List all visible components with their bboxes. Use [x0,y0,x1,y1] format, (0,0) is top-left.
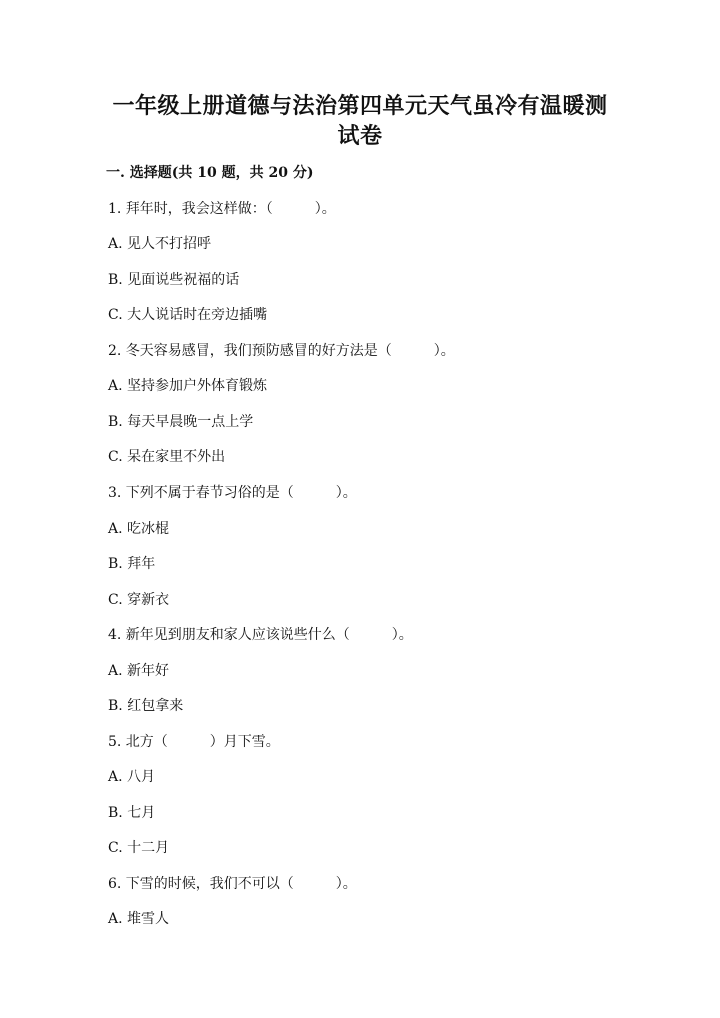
answer-option: C. 呆在家里不外出 [108,449,226,465]
answer-option: A. 吃冰棍 [108,521,170,537]
answer-option: A. 新年好 [108,663,170,679]
document-title-line1: 一年级上册道德与法治第四单元天气虽冷有温暖测 [112,93,608,119]
question-stem: 1. 拜年时，我会这样做：（ ）。 [108,201,336,217]
question-stem: 6. 下雪的时候，我们不可以（ ）。 [108,876,357,892]
answer-option: B. 见面说些祝福的话 [108,272,240,288]
answer-option: B. 拜年 [108,556,156,572]
answer-option: A. 堆雪人 [108,911,170,927]
question-stem: 3. 下列不属于春节习俗的是（ ）。 [108,485,357,501]
answer-option: B. 七月 [108,805,156,821]
answer-option: B. 红包拿来 [108,698,184,714]
answer-option: A. 坚持参加户外体育锻炼 [108,378,268,394]
question-stem: 5. 北方（ ）月下雪。 [108,734,280,750]
answer-option: B. 每天早晨晚一点上学 [108,414,254,430]
answer-option: A. 见人不打招呼 [108,236,212,252]
answer-option: A. 八月 [108,769,156,785]
answer-option: C. 十二月 [108,840,170,856]
question-stem: 4. 新年见到朋友和家人应该说些什么（ ）。 [108,627,413,643]
answer-option: C. 穿新衣 [108,592,170,608]
document-title-line2: 试卷 [337,123,383,149]
answer-option: C. 大人说话时在旁边插嘴 [108,307,268,323]
section-heading: 一. 选择题(共 10 题，共 20 分) [106,165,314,181]
question-stem: 2. 冬天容易感冒，我们预防感冒的好方法是（ ）。 [108,343,455,359]
